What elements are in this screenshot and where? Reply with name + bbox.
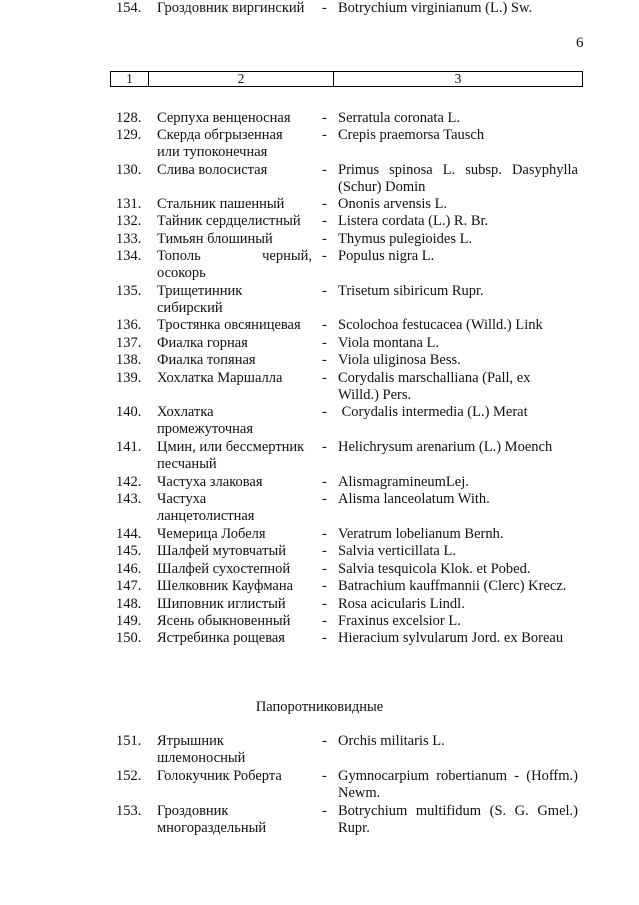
dash-separator: -	[322, 231, 327, 247]
latin-name	[338, 768, 578, 802]
latin-name	[338, 0, 578, 17]
row-number: 130.	[116, 162, 142, 178]
russian-name	[157, 596, 312, 613]
russian-name-line: Частуха	[157, 491, 207, 507]
row-number: 139.	[116, 370, 142, 386]
dash-separator: -	[322, 543, 327, 559]
russian-name	[157, 733, 312, 767]
row-number: 142.	[116, 474, 142, 490]
russian-name	[157, 196, 312, 213]
latin-name	[338, 196, 578, 213]
row-number: 147.	[116, 578, 142, 594]
latin-name	[338, 231, 578, 248]
row-number: 150.	[116, 630, 142, 646]
russian-name	[157, 630, 312, 647]
russian-name-line: Трищетинник	[157, 283, 243, 299]
russian-name-line: Голокучник Роберта	[157, 768, 282, 784]
table-header	[110, 71, 583, 87]
latin-name	[338, 491, 578, 508]
row-number: 136.	[116, 317, 142, 333]
latin-name	[338, 630, 578, 647]
latin-name	[338, 543, 578, 560]
russian-name	[157, 613, 312, 630]
latin-name-line: Batrachium kauffmannii (Clerc) Krecz.	[338, 578, 567, 594]
row-number: 132.	[116, 213, 142, 229]
russian-name	[157, 127, 312, 161]
dash-separator: -	[322, 803, 327, 819]
latin-name-line: Orchis militaris L.	[338, 733, 445, 749]
dash-separator: -	[322, 196, 327, 212]
latin-name-line: Alisma lanceolatum With.	[338, 491, 490, 507]
latin-name-line: Hieracium sylvularum Jord. ex Boreau	[338, 630, 564, 646]
russian-name	[157, 352, 312, 369]
russian-name	[157, 561, 312, 578]
russian-name	[157, 317, 312, 334]
latin-name-line: Scolochoa festucacea (Willd.) Link	[338, 317, 543, 333]
row-number: 146.	[116, 561, 142, 577]
russian-name-line: ланцетолистная	[157, 508, 255, 525]
header-col-1: 1	[111, 72, 149, 86]
latin-name-line: Corydalis marschalliana (Pall, ex	[338, 370, 531, 386]
dash-separator: -	[322, 110, 327, 126]
latin-name-line: Viola montana L.	[338, 335, 440, 351]
russian-name	[157, 110, 312, 127]
russian-name	[157, 231, 312, 248]
row-number: 131.	[116, 196, 142, 212]
latin-name-line: Populus nigra L.	[338, 248, 435, 264]
latin-name	[338, 283, 578, 300]
row-number: 151.	[116, 733, 142, 749]
dash-separator: -	[322, 613, 327, 629]
latin-name	[338, 526, 578, 543]
latin-name-line: Helichrysum arenarium (L.) Moench	[338, 439, 553, 455]
latin-name-line: Serratula coronata L.	[338, 110, 460, 126]
latin-name-line: Botrychium virginianum (L.) Sw.	[338, 0, 533, 16]
row-number: 137.	[116, 335, 142, 351]
latin-name-line: Primus spinosa L. subsp. Dasyphylla	[338, 162, 578, 178]
header-col-2: 2	[149, 72, 334, 86]
russian-name-line: Гроздовник виргинский	[157, 0, 305, 16]
header-col-3: 3	[454, 71, 462, 86]
dash-separator: -	[322, 0, 327, 16]
russian-name-line: Частуха злаковая	[157, 474, 263, 490]
section-title: Папоротниковидные	[255, 699, 384, 715]
russian-name	[157, 543, 312, 560]
latin-name	[338, 213, 578, 230]
latin-name	[338, 439, 578, 456]
row-number: 148.	[116, 596, 142, 612]
latin-name-line: Willd.) Pers.	[338, 387, 412, 404]
russian-name	[157, 491, 312, 525]
latin-name-line: Newm.	[338, 785, 381, 802]
latin-name-line: Thymus pulegioides L.	[338, 231, 473, 247]
russian-name-line: Чемерица Лобеля	[157, 526, 266, 542]
russian-name-line: Скерда обгрызенная	[157, 127, 283, 143]
latin-name	[338, 110, 578, 127]
row-number: 145.	[116, 543, 142, 559]
dash-separator: -	[322, 283, 327, 299]
russian-name-line: многораздельный	[157, 820, 267, 837]
row-number: 144.	[116, 526, 142, 542]
russian-name-line: Тайник сердцелистный	[157, 213, 301, 229]
russian-name-line: Тимьян блошиный	[157, 231, 273, 247]
row-number: 134.	[116, 248, 142, 264]
russian-name-line: или тупоконечная	[157, 144, 268, 161]
russian-name-line: сибирский	[157, 300, 223, 317]
latin-name-line: Rupr.	[338, 820, 370, 837]
russian-name	[157, 335, 312, 352]
russian-name-line: песчаный	[157, 456, 217, 473]
latin-name	[338, 733, 578, 750]
russian-name-line: Шиповник иглистый	[157, 596, 286, 612]
latin-name	[338, 613, 578, 630]
russian-name-line: шлемоносный	[157, 750, 246, 767]
latin-name	[338, 561, 578, 578]
dash-separator: -	[322, 733, 327, 749]
latin-name	[338, 474, 578, 491]
latin-name-line: Trisetum sibiricum Rupr.	[338, 283, 484, 299]
dash-separator: -	[322, 526, 327, 542]
latin-name-line: Viola uliginosa Bess.	[338, 352, 461, 368]
row-number: 135.	[116, 283, 142, 299]
row-number: 129.	[116, 127, 142, 143]
russian-name	[157, 526, 312, 543]
russian-name-line: Фиалка горная	[157, 335, 248, 351]
latin-name-line: Corydalis intermedia (L.) Merat	[338, 404, 528, 420]
latin-name	[338, 317, 578, 334]
dash-separator: -	[322, 491, 327, 507]
russian-name	[157, 439, 312, 473]
russian-name	[157, 0, 312, 17]
row-number: 133.	[116, 231, 142, 247]
russian-name	[157, 370, 312, 387]
latin-name-line: Ononis arvensis L.	[338, 196, 448, 212]
russian-name-line: Ясень обыкновенный	[157, 613, 291, 629]
row-number: 140.	[116, 404, 142, 420]
latin-name	[338, 596, 578, 613]
russian-name	[157, 803, 312, 837]
dash-separator: -	[322, 474, 327, 490]
page-number: 6	[576, 35, 584, 51]
dash-separator: -	[322, 352, 327, 368]
row-number: 152.	[116, 768, 142, 784]
russian-name-line: Цмин, или бессмертник	[157, 439, 305, 455]
russian-name-line: Гроздовник	[157, 803, 229, 819]
latin-name	[338, 578, 578, 595]
russian-name-line: промежуточная	[157, 421, 254, 438]
dash-separator: -	[322, 162, 327, 178]
latin-name-line: Rosa acicularis Lindl.	[338, 596, 465, 612]
russian-name-line: Шалфей мутовчатый	[157, 543, 286, 559]
russian-name	[157, 213, 312, 230]
latin-name	[338, 352, 578, 369]
latin-name-line: Botrychium multifidum (S. G. Gmel.)	[338, 803, 578, 819]
russian-name-line: Тополь черный,	[157, 248, 312, 264]
latin-name-line: Fraxinus excelsior L.	[338, 613, 461, 629]
russian-name-line: Серпуха венценосная	[157, 110, 291, 126]
latin-name	[338, 127, 578, 144]
latin-name-line: (Schur) Domin	[338, 179, 426, 196]
dash-separator: -	[322, 370, 327, 386]
dash-separator: -	[322, 596, 327, 612]
russian-name-line: Шалфей сухостепной	[157, 561, 291, 577]
dash-separator: -	[322, 127, 327, 143]
russian-name-line: Хохлатка Маршалла	[157, 370, 283, 386]
row-number: 154.	[116, 0, 142, 16]
russian-name-line: осокорь	[157, 265, 206, 282]
latin-name-line: Listera cordata (L.) R. Br.	[338, 213, 489, 229]
latin-name	[338, 803, 578, 837]
russian-name	[157, 162, 312, 179]
russian-name-line: Ястребинка рощевая	[157, 630, 285, 646]
latin-name-line: Gymnocarpium robertianum - (Hoffm.)	[338, 768, 578, 784]
russian-name	[157, 768, 312, 785]
row-number: 149.	[116, 613, 142, 629]
russian-name	[157, 248, 312, 282]
row-number: 138.	[116, 352, 142, 368]
russian-name	[157, 578, 312, 595]
row-number: 143.	[116, 491, 142, 507]
russian-name-line: Шелковник Кауфмана	[157, 578, 294, 594]
latin-name-line: Salvia verticillata L.	[338, 543, 456, 559]
latin-name-line: Salvia tesquicola Klok. et Pobed.	[338, 561, 531, 577]
row-number: 153.	[116, 803, 142, 819]
dash-separator: -	[322, 404, 327, 420]
dash-separator: -	[322, 317, 327, 333]
row-number: 141.	[116, 439, 142, 455]
dash-separator: -	[322, 630, 327, 646]
russian-name	[157, 283, 312, 317]
russian-name	[157, 474, 312, 491]
row-number: 128.	[116, 110, 142, 126]
latin-name	[338, 335, 578, 352]
russian-name-line: Стальник пашенный	[157, 196, 285, 212]
dash-separator: -	[322, 768, 327, 784]
russian-name-line: Фиалка топяная	[157, 352, 256, 368]
latin-name	[338, 248, 578, 265]
dash-separator: -	[322, 213, 327, 229]
dash-separator: -	[322, 578, 327, 594]
latin-name	[338, 370, 578, 404]
russian-name-line: Слива волосистая	[157, 162, 268, 178]
latin-name	[338, 162, 578, 196]
dash-separator: -	[322, 248, 327, 264]
dash-separator: -	[322, 335, 327, 351]
russian-name-line: Хохлатка	[157, 404, 214, 420]
latin-name-line: Crepis praemorsa Tausch	[338, 127, 485, 143]
latin-name-line: Veratrum lobelianum Bernh.	[338, 526, 504, 542]
russian-name-line: Ятрышник	[157, 733, 224, 749]
dash-separator: -	[322, 561, 327, 577]
latin-name-line: AlismagramineumLej.	[338, 474, 469, 490]
russian-name-line: Тростянка овсяницевая	[157, 317, 301, 333]
dash-separator: -	[322, 439, 327, 455]
latin-name	[338, 404, 578, 421]
russian-name	[157, 404, 312, 438]
